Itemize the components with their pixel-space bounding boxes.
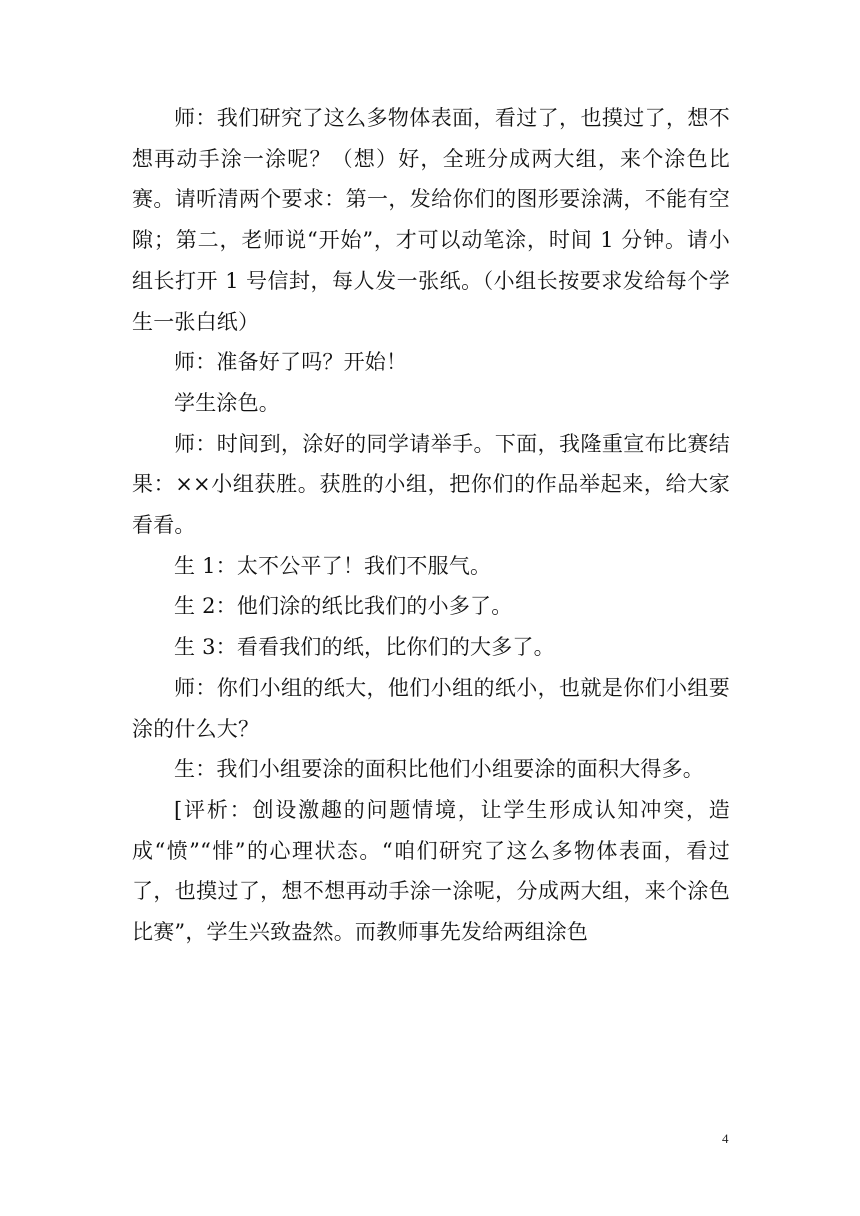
paragraph-teacher-start: 师：准备好了吗？开始！: [174, 350, 408, 375]
paragraph-teacher-result: 师：时间到，涂好的同学请举手。下面，我隆重宣布比赛结果：××小组获胜。获胜的小组，把你们的作品举起来，给大家看看。: [132, 431, 730, 538]
paragraph-student-answer: 生：我们小组要涂的面积比他们小组要涂的面积大得多。: [174, 757, 704, 782]
paragraph-commentary: [评析：创设激趣的问题情境，让学生形成认知冲突，造成“愤”“悱”的心理状态。“咱们研究了这么多物体表面，看过了，也摸过了，想不想再动手涂一涂呢，分成两大组，来个涂色比赛”，学生兴致盎然。而教师事先发给两组涂色: [132, 797, 730, 945]
paragraph-student-1: 生 1：太不公平了！我们不服气。: [174, 553, 492, 578]
page-number: 4: [722, 1131, 729, 1146]
paragraph-student-2: 生 2：他们涂的纸比我们的小多了。: [174, 594, 513, 619]
document-body: [132, 98, 730, 953]
paragraph-student-3: 生 3：看看我们的纸，比你们的大多了。: [174, 635, 555, 660]
paragraph-teacher-intro: 师：我们研究了这么多物体表面，看过了，也摸过了，想不想再动手涂一涂呢？（想）好，全班分成两大组，来个涂色比赛。请听清两个要求：第一，发给你们的图形要涂满，不能有空隙；第二，老师说“开始”，才可以动笔涂，时间 1 分钟。请小组长打开 1 号信封，每人发一张纸。（小组长按要求发给每个学生一张白纸）: [132, 106, 730, 334]
paragraph-students-color: 学生涂色。: [174, 390, 280, 415]
paragraph-teacher-question: 师：你们小组的纸大，他们小组的纸小，也就是你们小组要涂的什么大？: [132, 675, 730, 741]
